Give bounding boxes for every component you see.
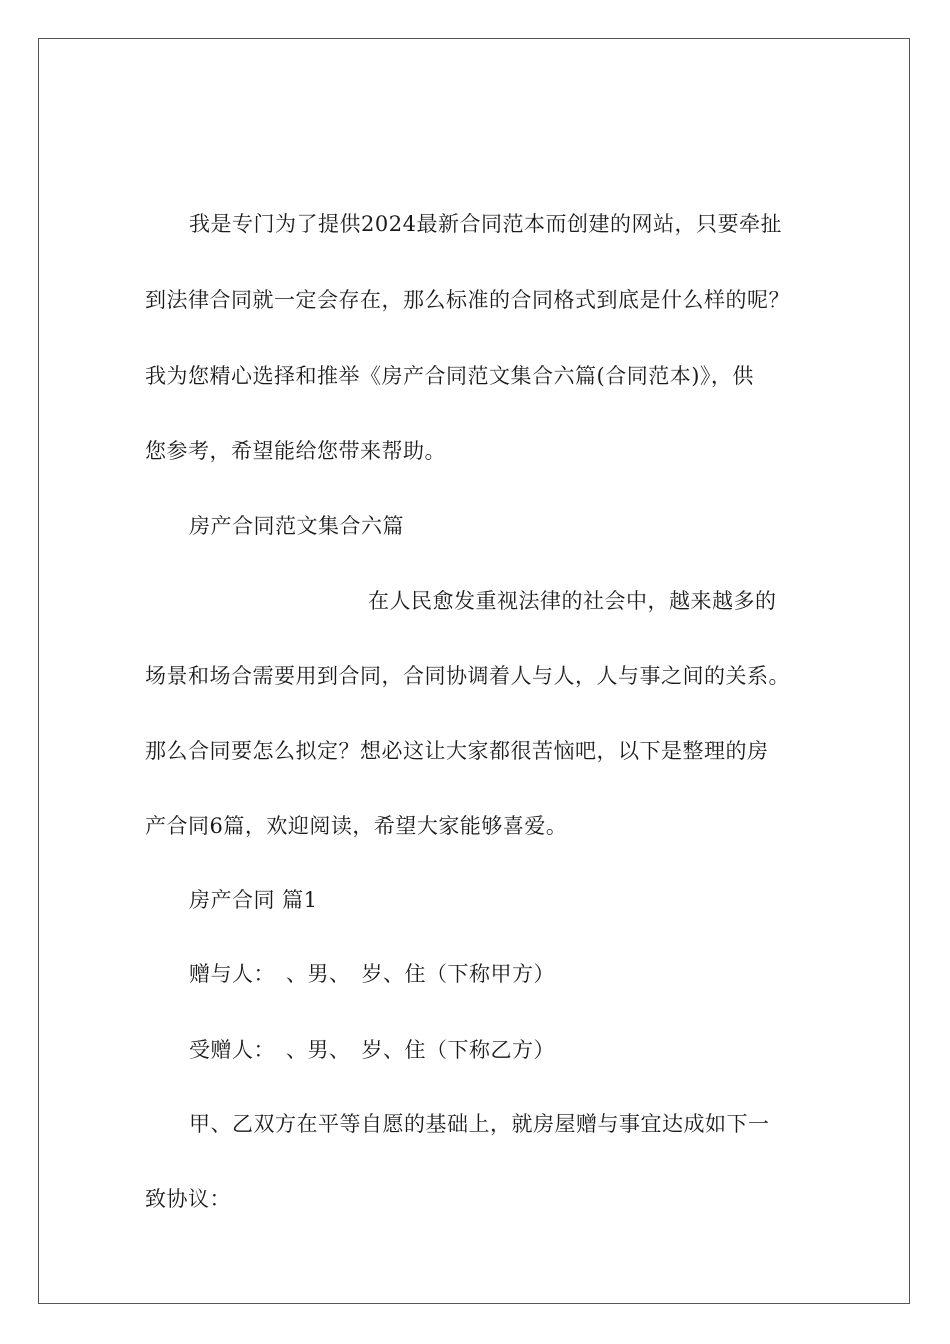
intro-paragraph-line-3: 我为您精心选择和推举《房产合同范文集合六篇(合同范本)》，供	[145, 364, 754, 388]
context-paragraph-line-2: 场景和场合需要用到合同，合同协调着人与人，人与事之间的关系。	[145, 664, 790, 688]
section-title: 房产合同 篇1	[189, 888, 318, 912]
intro-paragraph-line-4: 您参考，希望能给您带来帮助。	[145, 439, 446, 463]
document-heading: 房产合同范文集合六篇	[189, 514, 404, 538]
context-paragraph-line-4: 产合同6篇，欢迎阅读，希望大家能够喜爱。	[145, 814, 568, 838]
donor-line: 赠与人： 、男、 岁、住（下称甲方）	[189, 962, 555, 986]
recipient-line: 受赠人： 、男、 岁、住（下称乙方）	[189, 1038, 555, 1062]
intro-paragraph-line-1: 我是专门为了提供2024最新合同范本而创建的网站，只要牵扯	[189, 212, 782, 236]
context-paragraph-line-3: 那么合同要怎么拟定？想必这让大家都很苦恼吧，以下是整理的房	[145, 739, 769, 763]
intro-paragraph-line-2: 到法律合同就一定会存在，那么标准的合同格式到底是什么样的呢？	[145, 288, 790, 312]
context-paragraph-line-1: 在人民愈发重视法律的社会中，越来越多的	[368, 589, 777, 613]
agreement-line-1: 甲、乙双方在平等自愿的基础上，就房屋赠与事宜达成如下一	[189, 1112, 770, 1136]
agreement-line-2: 致协议：	[145, 1187, 231, 1211]
